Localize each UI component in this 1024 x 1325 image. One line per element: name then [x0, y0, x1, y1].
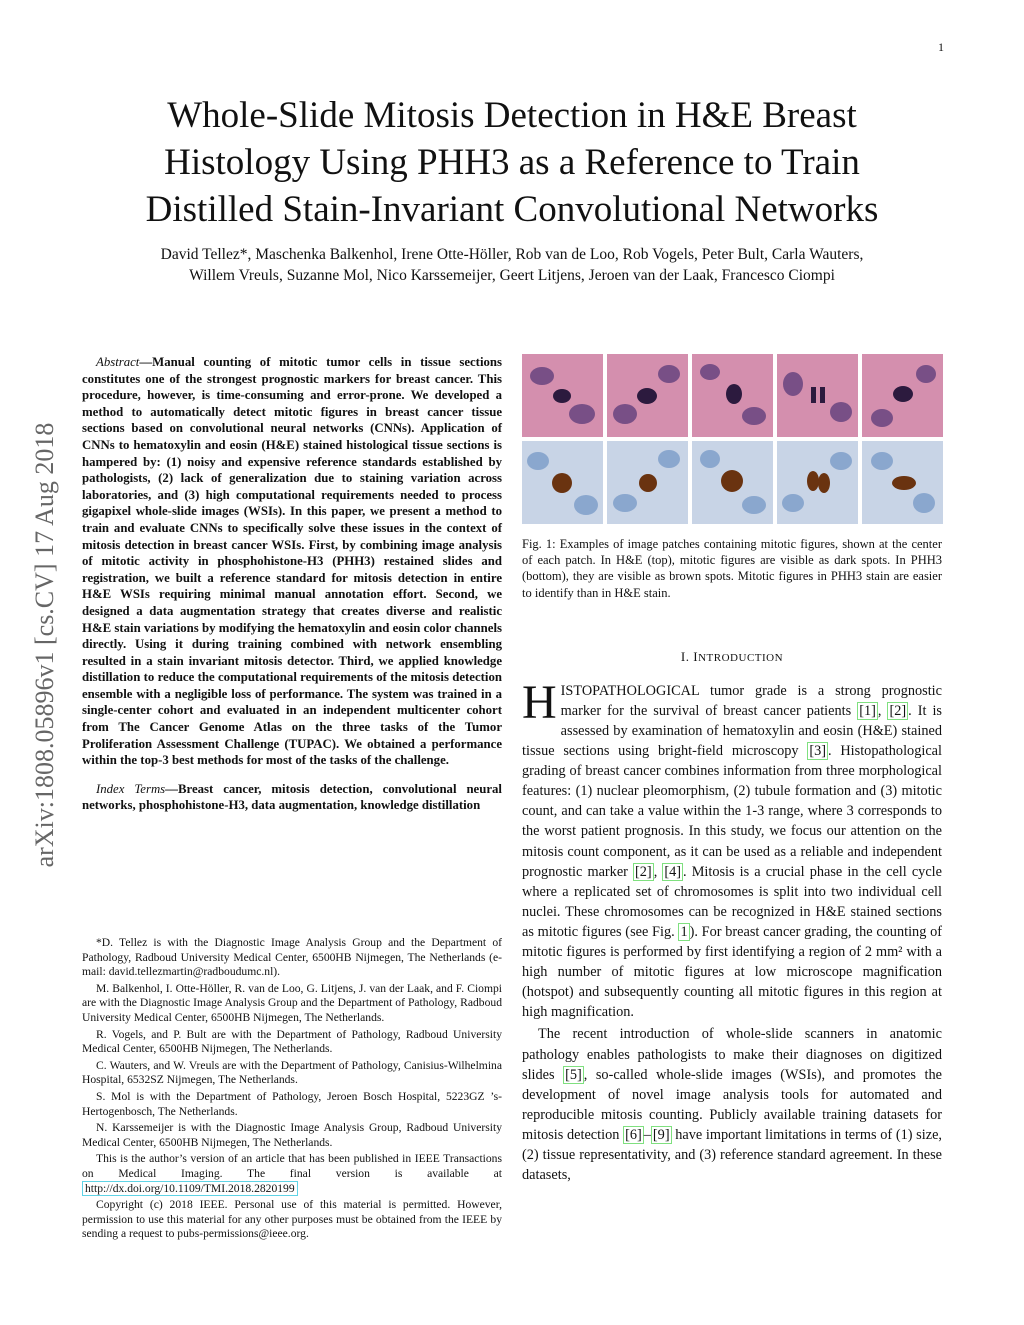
intro-paragraph-text	[522, 1026, 942, 1183]
citation-link[interactable]: [4]	[664, 863, 682, 880]
figure-1	[522, 354, 942, 526]
publication-note	[82, 1152, 502, 1196]
arxiv-sidebar	[30, 345, 60, 945]
text-run: ,	[653, 863, 663, 880]
abstract	[82, 354, 502, 769]
footnote: M. Balkenhol, I. Otte-Höller, R. van de Loo, G. Litjens, J. van der Laak, and F. Ciompi are with the Diagnostic Image Analysis Group and the Department of Pathology, Radboud University Medical Center, 6500HB Nijmegen, The Netherlands.	[82, 981, 502, 1024]
text-run: have important limitations in terms of (1) size, (2) tissue representativity, and (3) reference standard agreement. In these datasets,	[522, 1126, 942, 1184]
citation-link[interactable]: [9]	[652, 1126, 670, 1143]
author-line: Willem Vreuls, Suzanne Mol, Nico Karssemeijer, Geert Litjens, Jeroen van der Laak, Francesco Ciompi	[189, 267, 835, 284]
citation-link[interactable]: [2]	[635, 863, 652, 880]
title-line: Histology Using PHH3 as a Reference to Train	[164, 142, 860, 183]
footnote: C. Wauters, and W. Vreuls are with the Department of Pathology, Canisius-Wilhelmina Hospital, 6532SZ Nijmegen, The Netherlands.	[82, 1058, 502, 1087]
text-run: ISTOPATHOLOGICAL tumor grade is a strong prognostic marker for the survival of breast cancer patients	[560, 682, 942, 719]
figure-caption: Fig. 1: Examples of image patches containing mitotic figures, shown at the center of each patch. In H&E (top), mitotic figures are visible as dark spots. In PHH3 (bottom), they are visible as brown spots. Mitotic figures in PHH3 stain are easier to identify than in H&E stain.	[522, 537, 942, 600]
section-heading	[522, 649, 942, 665]
text-run: . Histopathological grading of breast cancer combines information from three morphological features: (1) nuclear pleomorphism, (2) tubule formation and (3) mitotic count, and can take a value within the 1-3 range, where 3 corresponds to the worst patient prognosis. In this study, we focus our attention on the mitosis count component, as it can be used as a reliable and independent prognostic marker	[522, 743, 942, 880]
footnotes	[82, 936, 502, 1244]
he-patch	[777, 354, 858, 437]
footnote: R. Vogels, and P. Bult are with the Department of Pathology, Radboud University Medical Center, 6500HB Nijmegen, The Netherlands.	[82, 1027, 502, 1056]
citation-link[interactable]: [2]	[889, 702, 907, 719]
title-line: Whole-Slide Mitosis Detection in H&E Breast	[167, 95, 857, 136]
publication-note-text: This is the author’s version of an article that has been published in IEEE Transactions on Medical Imaging. The final version is available at	[82, 1152, 502, 1180]
phh3-patch	[692, 441, 773, 524]
he-patch	[862, 354, 943, 437]
text-run: –	[643, 1126, 651, 1143]
citation-link[interactable]: [3]	[809, 743, 826, 760]
abstract-text: —Manual counting of mitotic tumor cells in tissue sections constitutes one of the strongest prognostic markers for breast cancer. This procedure, however, is time-consuming and error-prone. We developed a method to automatically detect mitotic figures in breast cancer tissue sections based on convolutional neural networks (CNNs). Application of CNNs to hematoxylin and eosin (H&E) stained histological tissue sections is hampered by: (1) noisy and expensive reference standards established by pathologists, (2) lack of generalization due to staining variation across laboratories, and (3) high computational requirements needed to process gigapixel whole-slide images (WSIs). In this paper, we present a method to train and evaluate CNNs to specifically solve these issues in the context of mitosis detection in breast cancer WSIs. First, by combining image analysis of mitotic activity in phosphohistone-H3 (PHH3) restained slides and registration, we built a reference standard for mitosis detection in entire H&E WSIs requiring minimal manual annotation effort. Second, we designed a data augmentation strategy that creates diverse and realistic H&E stain variations by modifying the hematoxylin and eosin color channels directly. Using it during training combined with network ensembling resulted in a stain invariant mitosis detector. Third, we applied knowledge distillation to reduce the computational requirements of the mitosis detection ensemble with a negligible loss of performance. The system was trained in a single-center cohort and evaluated in an independent multicenter cohort from The Cancer Genome Atlas on the three tasks of the Tumor Proliferation Assessment Challenge (TUPAC). We obtained a performance within the top-3 best methods for most of the tasks of the challenge.	[82, 355, 502, 768]
text-run: The recent introduction of whole-slide scanners in anatomic pathology enables pathologists to make their diagnoses on digitized slides	[522, 1026, 942, 1083]
footnote: N. Karssemeijer is with the Diagnostic Image Analysis Group, Radboud University Medical Center, 6500HB Nijmegen, The Netherlands.	[82, 1121, 502, 1149]
phh3-patch	[777, 441, 858, 524]
drop-cap: H	[522, 675, 557, 729]
he-patch	[692, 354, 773, 437]
citation-link[interactable]: [5]	[565, 1066, 582, 1083]
text-run: ). For breast cancer grading, the counting of mitotic figures is performed by first identifying a region of 2 mm² with a high number of mitotic figures at low microscope magnification (hotspot) and subsequently counting all mitotic figures in this region at high magnification.	[522, 923, 942, 1021]
title-line: Distilled Stain-Invariant Convolutional Networks	[145, 189, 879, 230]
arxiv-identifier: arXiv:1808.05896v1 [cs.CV] 17 Aug 2018	[30, 422, 59, 868]
section-title-initial: I	[693, 648, 699, 664]
abstract-label: Abstract	[96, 355, 140, 369]
text-run: . It is assessed by examination of hematoxylin and eosin (H&E) stained tissue sections using bright-field microscopy	[522, 702, 942, 760]
text-run: , so-called whole-slide images (WSIs), and promotes the development of novel image analysis tools for automated and reproducible mitosis counting. Publicly available training datasets for mitosis detection	[522, 1066, 942, 1143]
he-patch	[522, 354, 603, 437]
he-patch	[607, 354, 688, 437]
right-column	[522, 354, 942, 1185]
phh3-patch	[862, 441, 943, 524]
index-terms-label: Index Terms	[96, 781, 166, 796]
paper-title	[60, 92, 964, 233]
copyright-notice: Copyright (c) 2018 IEEE. Personal use of this material is permitted. However, permission to use this material for any other purposes must be obtained from the IEEE by sending a request to pubs-permissions@ieee.org.	[82, 1198, 502, 1241]
footnote: S. Mol is with the Department of Pathology, Jeroen Bosch Hospital, 5223GZ ’s-Hertogenbosch, The Netherlands.	[82, 1089, 502, 1118]
text-run: ,	[877, 702, 888, 719]
intro-paragraph	[522, 675, 942, 1023]
citation-link[interactable]: [6]	[625, 1126, 642, 1143]
text-run: . Mitosis is a crucial phase in the cell cycle where a replicated set of chromosomes is split into two individual cell nuclei. These chromosomes can be recognized in H&E stained sections as mitotic figures (see Fig.	[522, 863, 942, 940]
section-title-rest: NTRODUCTION	[698, 651, 784, 664]
citation-link[interactable]: 1	[680, 923, 688, 940]
section-numeral: I.	[680, 648, 690, 664]
left-column	[82, 354, 502, 827]
author-line: David Tellez*, Maschenka Balkenhol, Irene Otte-Höller, Rob van de Loo, Rob Vogels, Peter Bult, Carla Wauters,	[160, 246, 864, 263]
phh3-patch	[522, 441, 603, 524]
footnote: *D. Tellez is with the Diagnostic Image Analysis Group and the Department of Pathology, Radboud University Medical Center, 6500HB Nijmegen, The Netherlands (e-mail: david.tellezmartin@radboudumc.nl).	[82, 936, 502, 979]
page-number: 1	[938, 40, 944, 54]
intro-paragraph-text	[522, 675, 942, 1021]
index-terms-text: —Breast cancer, mitosis detection, convolutional neural networks, phosphohistone-H3, data augmentation, knowledge distillation	[82, 781, 502, 813]
author-list	[70, 244, 954, 286]
index-terms	[82, 781, 502, 814]
phh3-patch	[607, 441, 688, 524]
citation-link[interactable]: [1]	[859, 702, 876, 719]
doi-link[interactable]: http://dx.doi.org/10.1109/TMI.2018.2820199	[82, 1181, 298, 1196]
intro-paragraph	[522, 1024, 942, 1185]
